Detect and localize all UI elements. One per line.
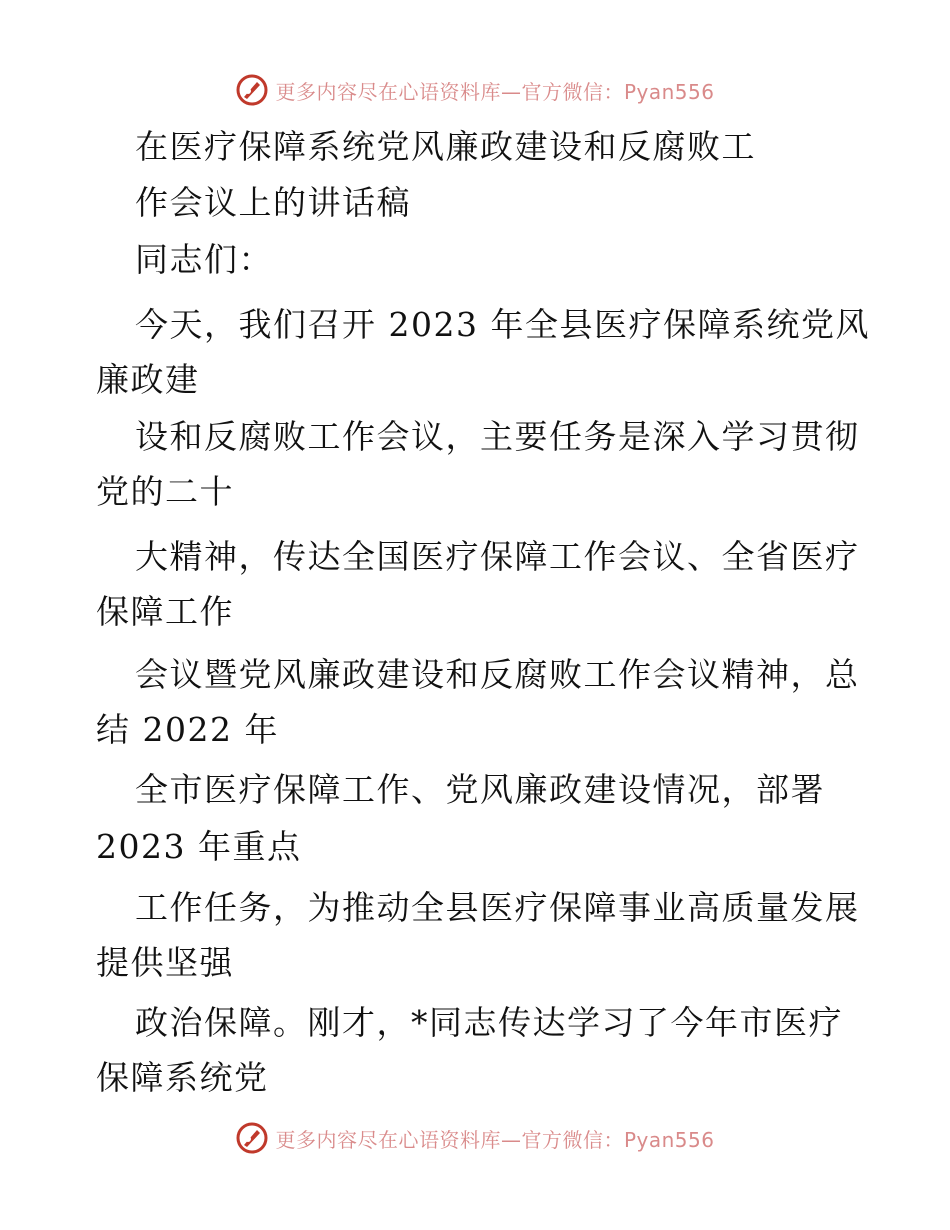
paragraph-line: 提供坚强 xyxy=(96,943,234,982)
paragraph-line: 2023 年重点 xyxy=(96,827,302,866)
footer-banner xyxy=(0,1118,950,1158)
paragraph-line: 保障系统党 xyxy=(96,1058,269,1097)
paragraph-line: 今天，我们召开 2023 年全县医疗保障系统党风 xyxy=(135,305,870,344)
header-banner xyxy=(0,70,950,110)
document-title-line-1: 在医疗保障系统党风廉政建设和反腐败工 xyxy=(135,127,756,166)
paragraph-line: 全市医疗保障工作、党风廉政建设情况，部署 xyxy=(135,770,825,809)
logo-icon xyxy=(235,73,269,107)
salutation: 同志们： xyxy=(135,240,273,279)
paragraph-line: 设和反腐败工作会议，主要任务是深入学习贯彻 xyxy=(135,417,860,456)
paragraph-line: 大精神，传达全国医疗保障工作会议、全省医疗 xyxy=(135,537,860,576)
paragraph-line: 廉政建 xyxy=(96,360,200,399)
paragraph-line: 工作任务，为推动全县医疗保障事业高质量发展 xyxy=(135,888,860,927)
header-banner-text: 更多内容尽在心语资料库—官方微信：Pyan556 xyxy=(275,79,715,104)
paragraph-line: 会议暨党风廉政建设和反腐败工作会议精神，总 xyxy=(135,655,860,694)
paragraph-line: 结 2022 年 xyxy=(96,710,279,749)
paragraph-line: 政治保障。刚才，*同志传达学习了今年市医疗 xyxy=(135,1003,843,1042)
footer-banner-text: 更多内容尽在心语资料库—官方微信：Pyan556 xyxy=(275,1127,715,1152)
paragraph-line: 党的二十 xyxy=(96,472,234,511)
logo-icon xyxy=(235,1121,269,1155)
paragraph-line: 保障工作 xyxy=(96,592,234,631)
document-title-line-2: 作会议上的讲话稿 xyxy=(135,183,411,222)
